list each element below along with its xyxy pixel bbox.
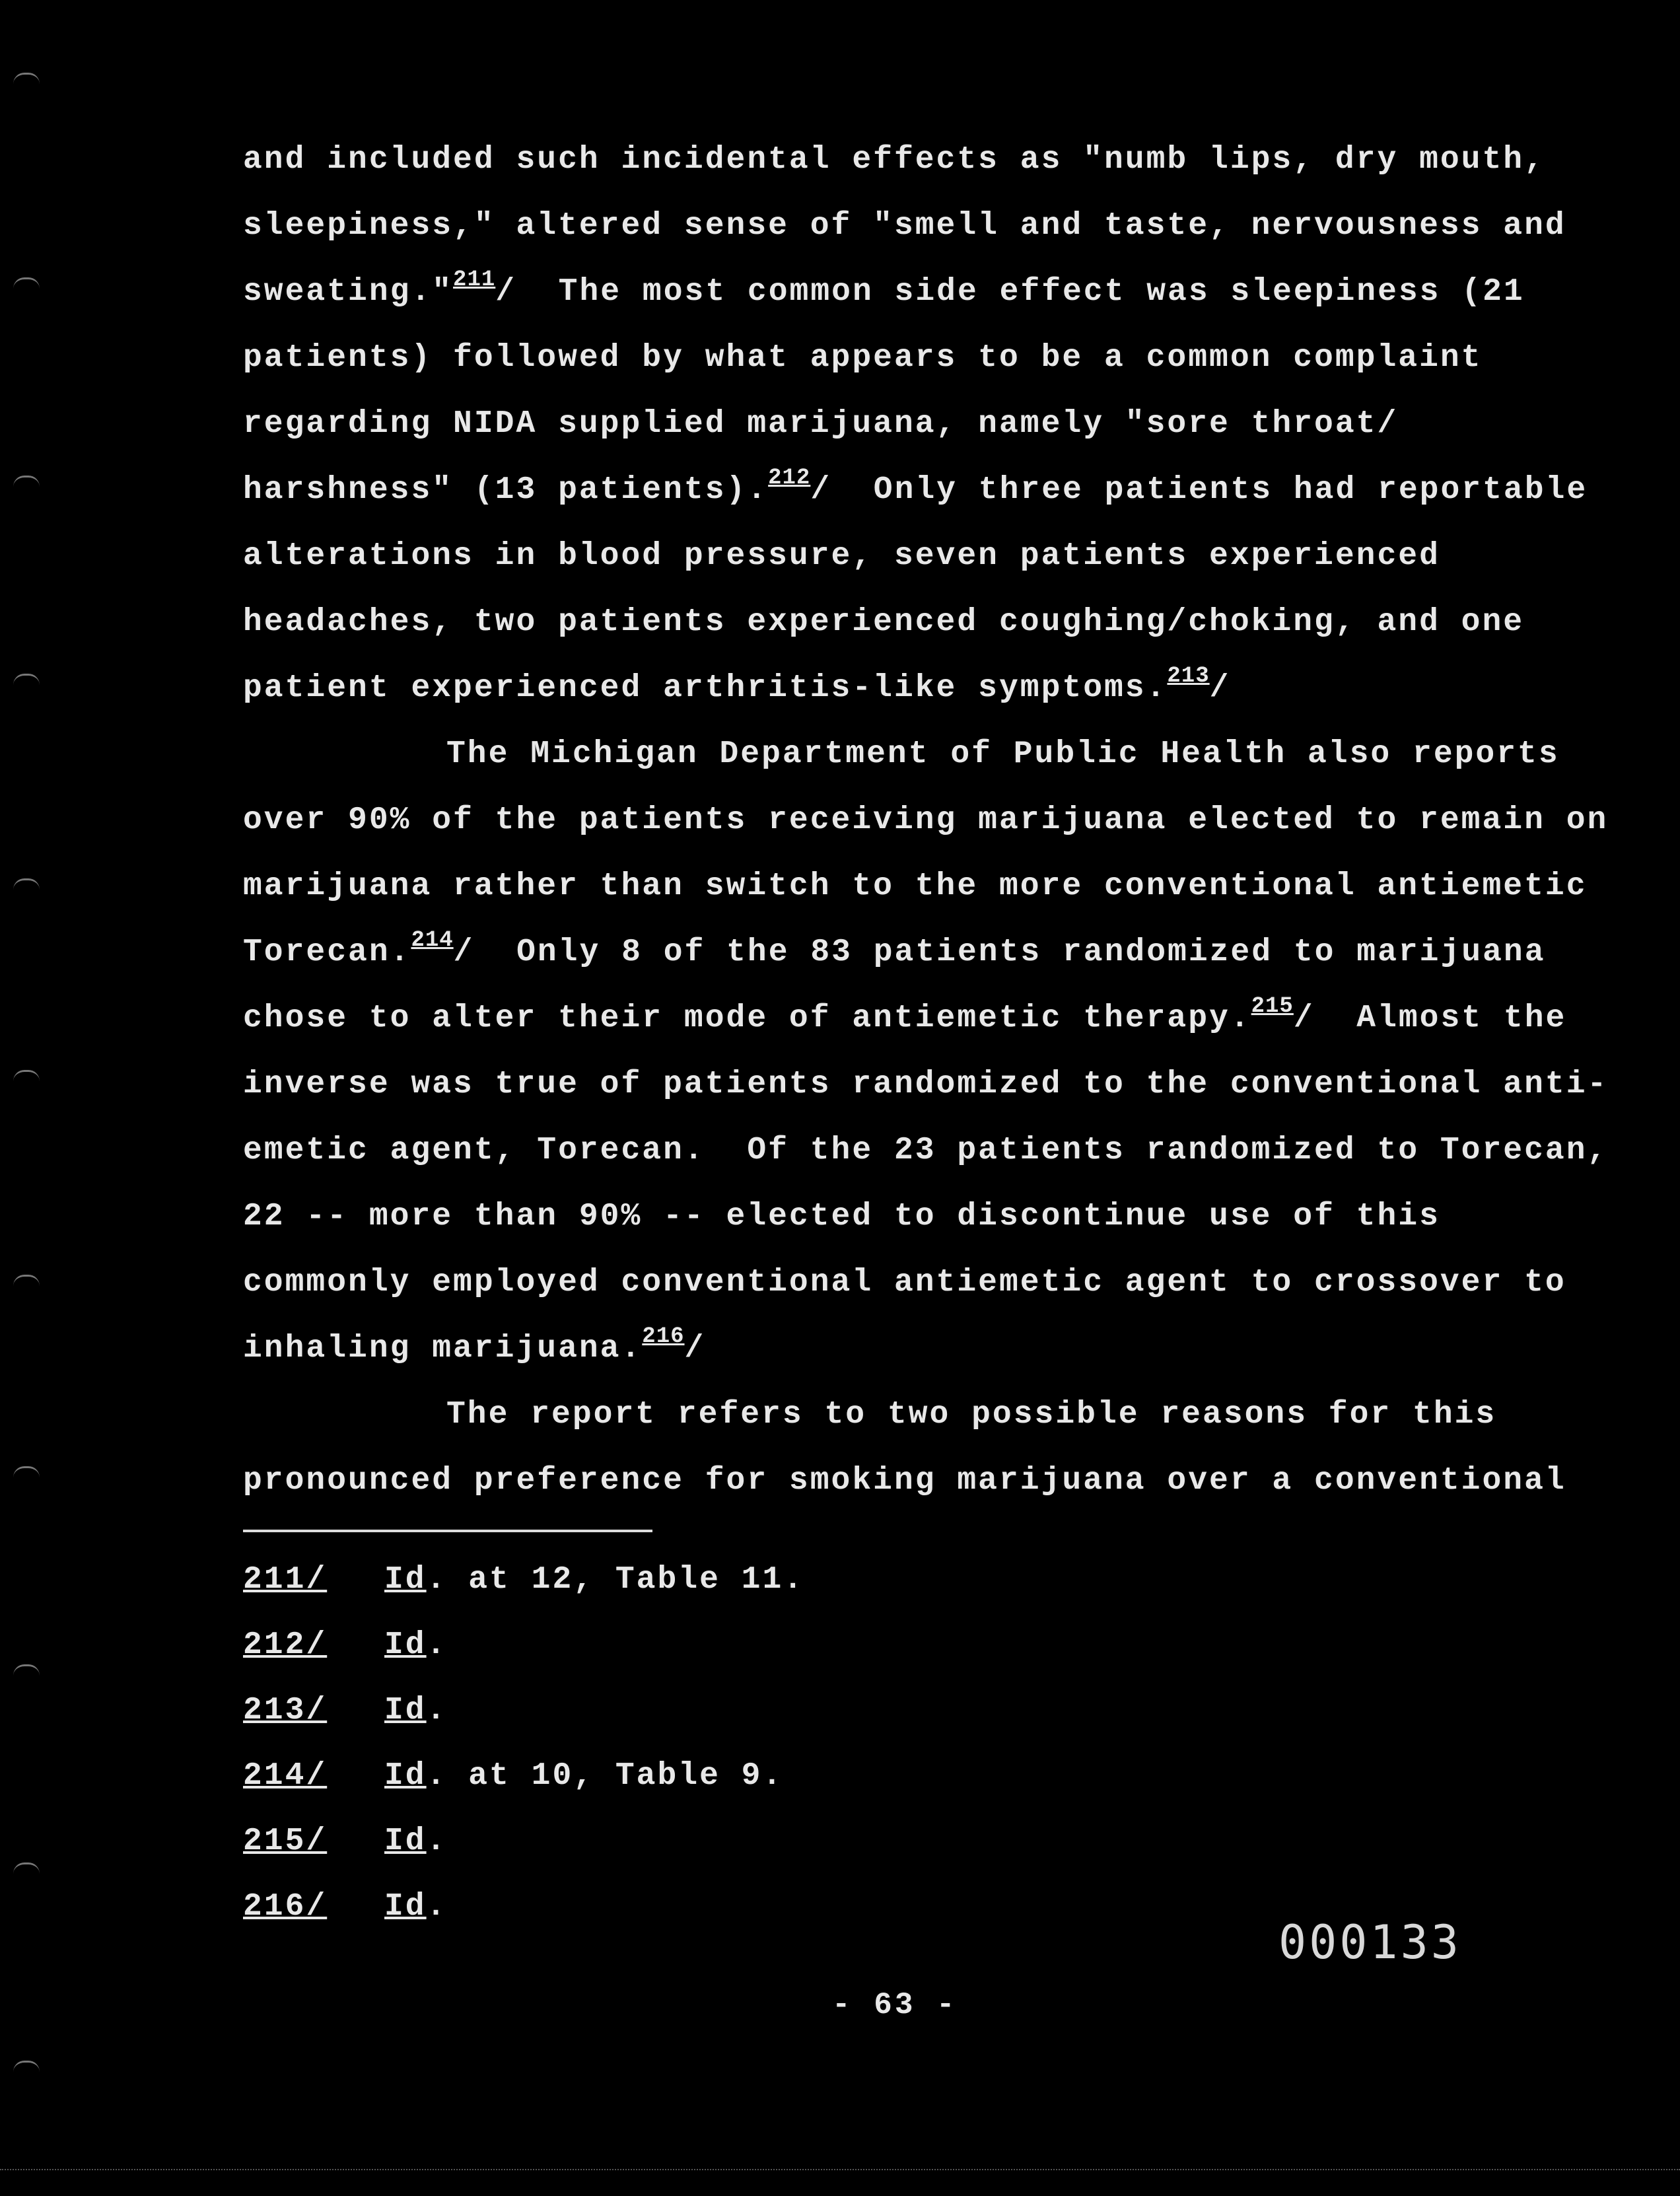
footnote-citation: Id [384,1758,427,1794]
scan-edge [0,2169,1680,2172]
body-line [243,1197,1440,1236]
body-line [243,800,1608,840]
body-line [243,140,1545,180]
footnote-reference: 212 [768,466,811,491]
footnote [243,1560,804,1600]
footnote-number: 213/ [243,1693,328,1728]
body-line [243,267,1525,314]
footnote-number: 214/ [243,1758,328,1794]
body-line [446,1395,1496,1434]
body-line [243,602,1524,642]
scan-margin-mark [13,674,40,685]
body-line-text: / Almost the [1293,1001,1567,1036]
footnote-number: 215/ [243,1824,328,1859]
body-line-text: chose to alter their mode of antiemetic therapy. [243,1001,1251,1036]
footnote-number: 211/ [243,1562,328,1598]
scan-margin-mark [13,1862,40,1874]
body-line [243,994,1567,1041]
footnote-text: . [426,1889,448,1925]
body-line [243,338,1482,378]
footnote [243,1822,447,1861]
body-line-text: sweating." [243,274,454,310]
footnote-citation: Id [384,1889,427,1925]
scan-margin-mark [13,476,40,487]
footnote-separator [243,1530,652,1532]
body-line [243,404,1398,444]
body-line-text: commonly employed conventional antiemetic agent to crossover to [243,1265,1566,1300]
body-line [446,734,1560,774]
body-line [243,1263,1566,1302]
body-line-text: Torecan. [243,935,411,970]
footnote-citation: Id [384,1627,427,1663]
page-number: - 63 - [832,1988,958,2022]
footnote [243,1887,447,1927]
scan-margin-mark [13,73,40,84]
body-line-text: pronounced preference for smoking marijuana over a conventional [243,1463,1566,1499]
body-line [243,206,1566,246]
body-line-text: inverse was true of patients randomized to the conventional anti- [243,1067,1609,1102]
footnote-citation: Id [384,1693,427,1728]
body-line-text: inhaling marijuana. [243,1331,643,1366]
body-line [243,867,1588,906]
footnote-reference: 215 [1251,994,1294,1019]
bates-stamp: 000133 [1278,1915,1461,1969]
body-line [243,536,1440,576]
body-line-text: The Michigan Department of Public Health also reports [446,736,1560,772]
footnote [243,1691,447,1730]
scan-margin-mark [13,1664,40,1676]
body-line-text: / [684,1331,706,1366]
body-line-text: / [1209,670,1231,706]
footnote [243,1625,447,1665]
body-line-text: regarding NIDA supplied marijuana, namely "sore throat/ [243,406,1399,442]
body-line-text: patients) followed by what appears to be a common complaint [243,340,1483,376]
body-line [243,1461,1566,1501]
footnote-text: . at 12, Table 11. [426,1562,805,1598]
footnote-text: . at 10, Table 9. [426,1758,784,1794]
footnote-citation: Id [384,1562,427,1598]
scan-margin-mark [13,277,40,289]
footnote-reference: 214 [411,928,454,953]
body-line-text: emetic agent, Torecan. Of the 23 patients randomized to Torecan, [243,1133,1609,1168]
scan-margin-mark [13,1070,40,1081]
body-line-text: 22 -- more than 90% -- elected to discontinue use of this [243,1199,1440,1234]
scan-margin-mark [13,878,40,890]
footnote-reference: 213 [1167,664,1210,689]
body-line [243,664,1231,711]
body-line [243,466,1588,513]
footnote [243,1756,783,1796]
body-line-text: alterations in blood pressure, seven patients experienced [243,538,1440,574]
footnote-number: 216/ [243,1889,328,1925]
body-line [243,1324,706,1371]
footnote-number: 212/ [243,1627,328,1663]
body-line-text: The report refers to two possible reasons for this [446,1397,1497,1433]
body-line-text: and included such incidental effects as "numb lips, dry mouth, [243,142,1545,178]
scan-margin-mark [13,1275,40,1286]
footnote-citation: Id [384,1824,427,1859]
body-line-text: headaches, two patients experienced coughing/choking, and one [243,604,1525,640]
body-line-text: harshness" (13 patients). [243,472,769,508]
body-line-text: / The most common side effect was sleepiness (21 [495,274,1525,310]
body-line-text: / Only 8 of the 83 patients randomized to marijuana [453,935,1546,970]
footnote-text: . [426,1824,448,1859]
body-line-text: patient experienced arthritis-like symptoms. [243,670,1168,706]
body-line [243,928,1546,975]
footnote-text: . [426,1693,448,1728]
footnote-reference: 211 [453,267,496,293]
footnote-reference: 216 [642,1324,685,1349]
scan-margin-mark [13,2061,40,2072]
body-line-text: marijuana rather than switch to the more conventional antiemetic [243,868,1588,904]
body-line-text: / Only three patients had reportable [810,472,1588,508]
body-line [243,1131,1608,1170]
body-line [243,1065,1608,1104]
body-line-text: over 90% of the patients receiving marijuana elected to remain on [243,802,1609,838]
footnote-text: . [426,1627,448,1663]
scan-margin-mark [13,1466,40,1477]
body-line-text: sleepiness," altered sense of "smell and taste, nervousness and [243,208,1566,244]
